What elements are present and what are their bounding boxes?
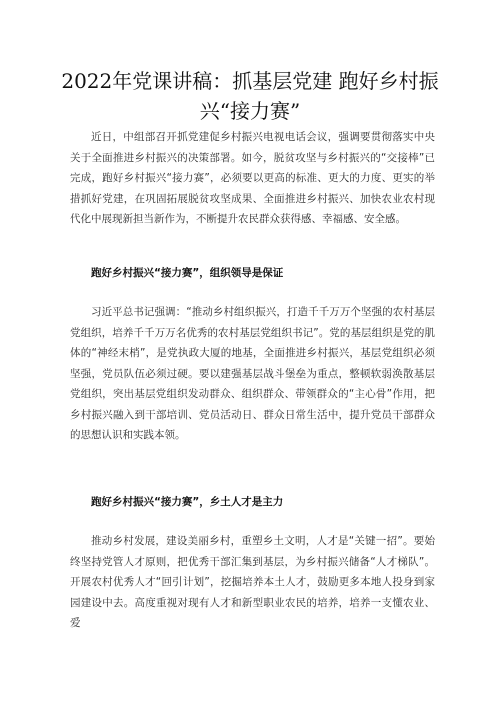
section-heading-organization: 跑好乡村振兴“接力赛”，组织领导是保证 [91, 267, 284, 279]
document-title: 2022年党课讲稿：抓基层党建 跑好乡村振兴“接力赛” [61, 69, 439, 123]
paragraph-intro: 近日，中组部召开抓党建促乡村振兴电视电话会议，强调要贯彻落实中央关于全面推进乡村振兴的决策部署。如今，脱贫攻坚与乡村振兴的“交接棒”已完成，跑好乡村振兴“接力赛”，必须要以更高的标准、更大的力度、更实的举措抓好党建，在巩固拓展脱贫攻坚成果、全面推进乡村振兴、加快农业农村现代化中展现新担当新作为，不断提升农民群众获得感、幸福感、安全感。 [70, 131, 435, 225]
section-heading-talent: 跑好乡村振兴“接力赛”，乡土人才是主力 [91, 496, 284, 508]
paragraph-talent: 推动乡村发展，建设美丽乡村，重塑乡土文明，人才是“关键一招”。要始终坚持党管人才原则，把优秀干部汇集到基层，为乡村振兴储备“人才梯队”。开展农村优秀人才“回引计划”，挖掘培养本土人才，鼓励更多本地人投身到家园建设中去。高度重视对现有人才和新型职业农民的培养，培养一支懂农业、爱 [70, 535, 435, 629]
paragraph-organization: 习近平总书记强调：“推动乡村组织振兴，打造千千万万个坚强的农村基层党组织，培养千千万万名优秀的农村基层党组织书记”。党的基层组织是党的肌体的“神经末梢”，是党执政大厦的地基，全面推进乡村振兴，基层党组织必须坚强，党员队伍必须过硬。要以建强基层战斗堡垒为重点，整顿软弱涣散基层党组织，突出基层党组织发动群众、组织群众、带领群众的“主心骨”作用，把乡村振兴融入到干部培训、党员活动日、群众日常生活中，提升党员干部群众的思想认识和实践本领。 [70, 306, 435, 441]
